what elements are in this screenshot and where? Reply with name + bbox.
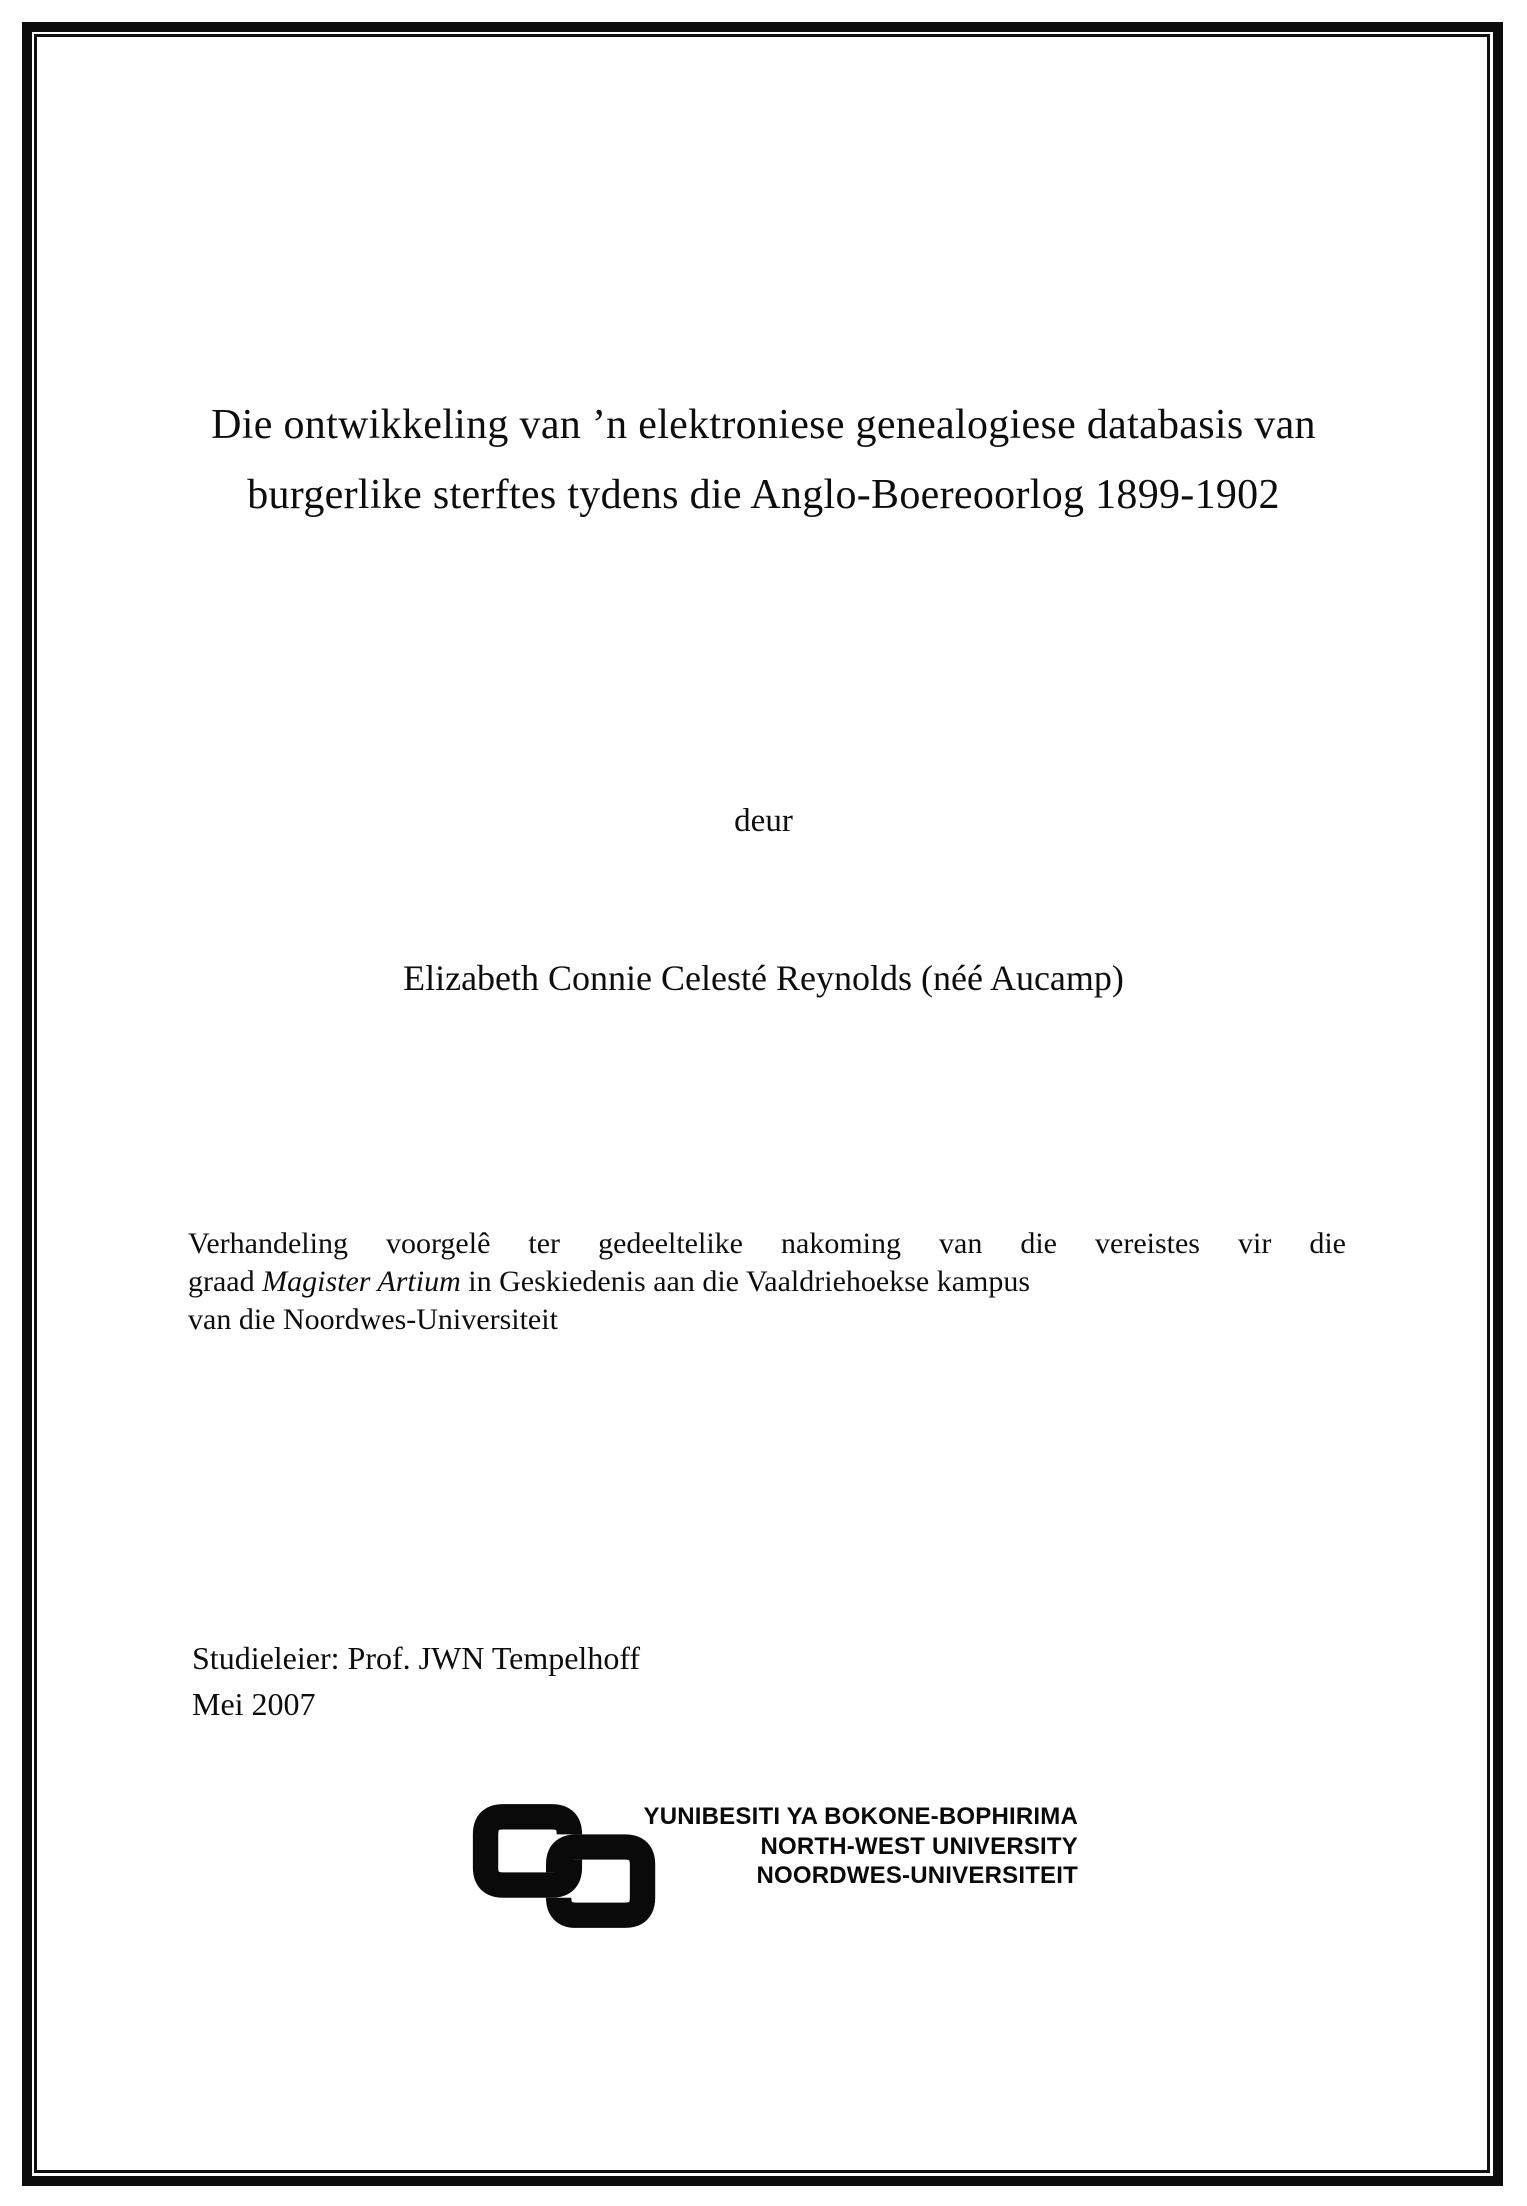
supervisor-line: Studieleier: Prof. JWN Tempelhoff bbox=[192, 1640, 641, 1676]
declaration-line1: Verhandeling voorgelê ter gedeeltelike nakoming van die vereistes vir die bbox=[188, 1227, 1346, 1260]
degree-name-italic: Magister Artium bbox=[262, 1265, 461, 1298]
declaration-line2-suffix: in Geskiedenis aan die Vaaldriehoekse kampus bbox=[460, 1265, 1031, 1298]
byline-label: deur bbox=[734, 803, 793, 839]
declaration-line2-prefix: graad bbox=[188, 1265, 263, 1298]
university-name-setswana: YUNIBESITI YA BOKONE-BOPHIRIMA bbox=[643, 1803, 1078, 1830]
date-line: Mei 2007 bbox=[192, 1686, 316, 1722]
degree-declaration bbox=[188, 1225, 1346, 1339]
declaration-line2 bbox=[188, 1263, 1346, 1301]
thesis-title-line2: burgerlike sterftes tydens die Anglo-Boereoorlog 1899-1902 bbox=[247, 472, 1280, 518]
supervisor-block bbox=[192, 1635, 640, 1727]
thesis-title-line1: Die ontwikkeling van ’n elektroniese genealogiese databasis van bbox=[211, 402, 1316, 448]
university-logo bbox=[468, 1800, 1098, 1940]
author-name: Elizabeth Connie Celesté Reynolds (néé Aucamp) bbox=[403, 958, 1124, 998]
declaration-line3: van die Noordwes-Universiteit bbox=[188, 1303, 558, 1336]
university-wordmark bbox=[586, 1802, 1078, 1891]
university-name-english: NORTH-WEST UNIVERSITY bbox=[760, 1832, 1078, 1860]
university-name-afrikaans: NOORDWES-UNIVERSITEIT bbox=[756, 1862, 1078, 1889]
thesis-title bbox=[70, 390, 1457, 530]
